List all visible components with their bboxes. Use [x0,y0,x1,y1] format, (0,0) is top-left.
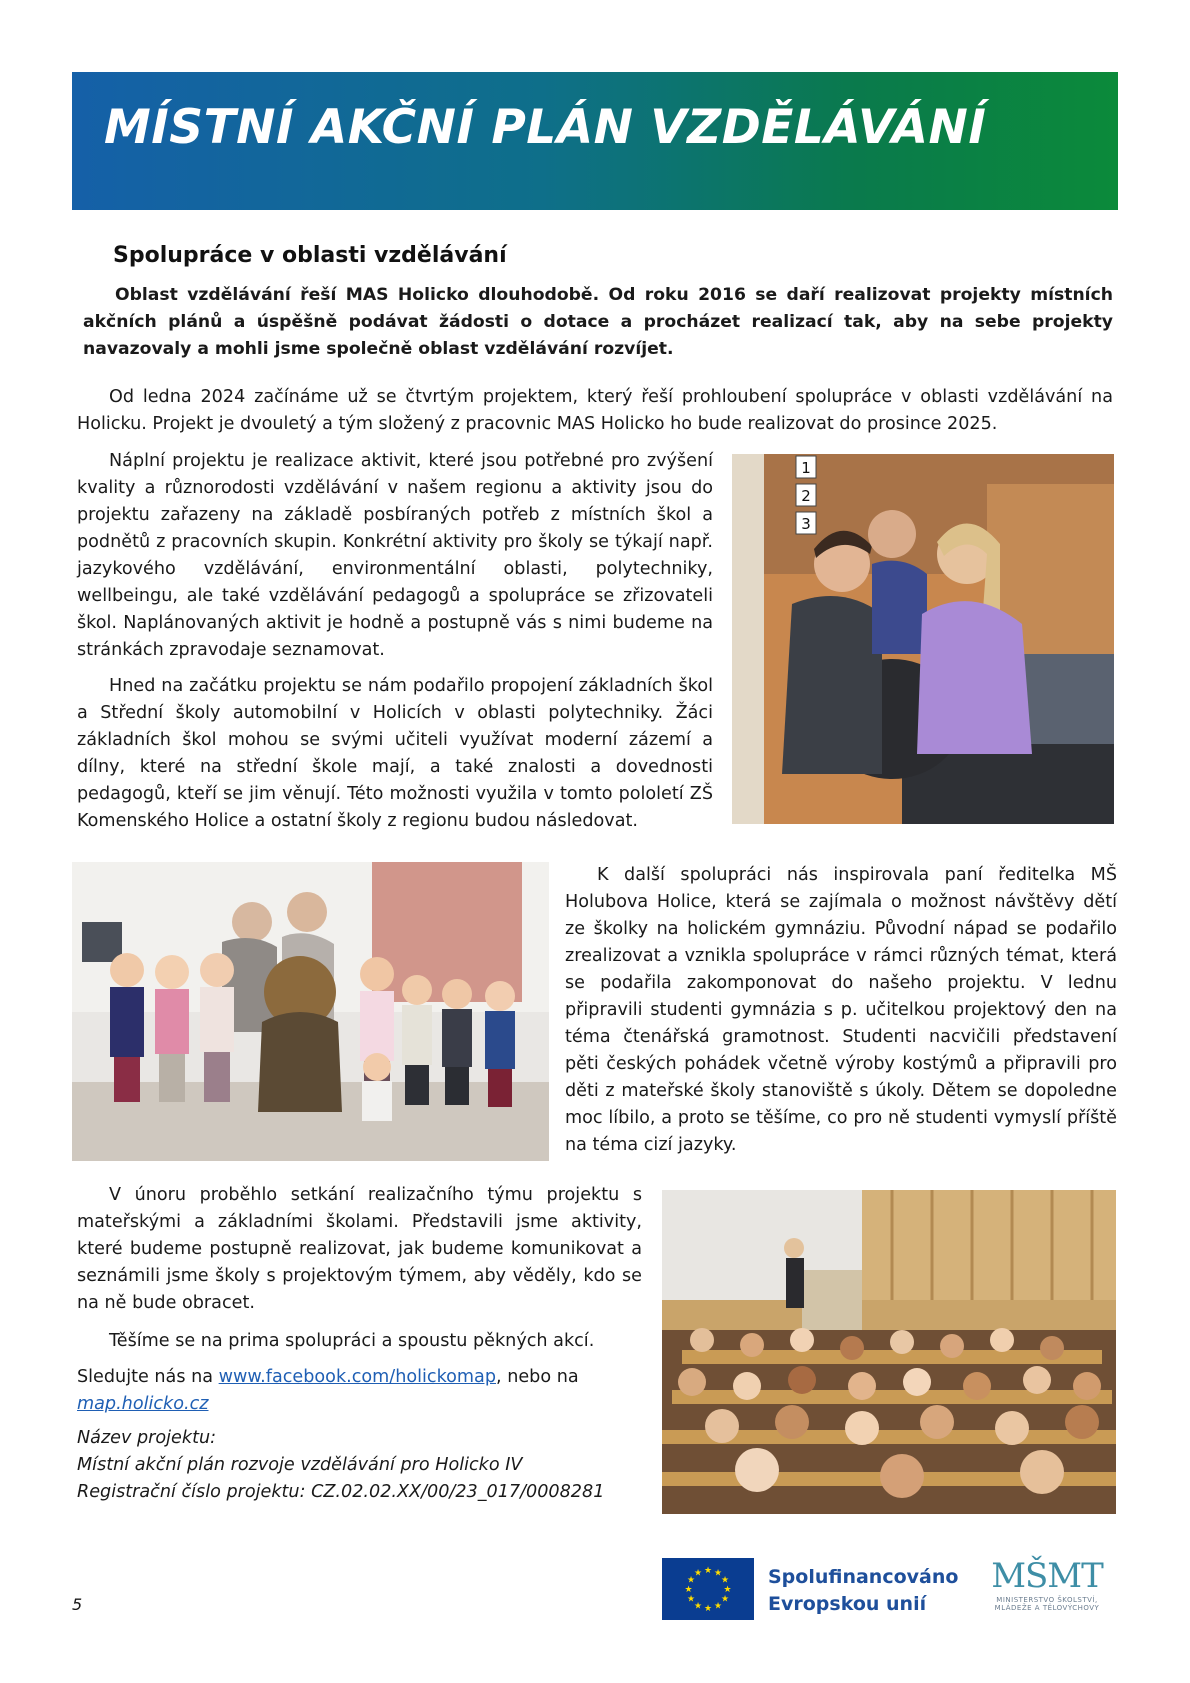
section-title: Spolupráce v oblasti vzdělávání [113,243,507,268]
paragraph-5: V únoru proběhlo setkání realizačního týmu projektu s mateřskými a základními školami. Představili jsme aktivity, které budeme postupně realizovat, jak budeme komunikovat a seznámili jsme školy s projektovým týmem, aby věděly, kdo se na ně bude obracet. [77,1185,642,1313]
follow-prefix: Sledujte nás na [77,1367,219,1387]
svg-text:★: ★ [713,1601,723,1612]
project-name: Místní akční plán rozvoje vzdělávání pro Holicko IV [77,1455,523,1475]
msmt-line-1: MINISTERSTVO ŠKOLSTVÍ, [996,1596,1098,1604]
paragraph-6: Těšíme se na prima spolupráci a spoustu pěkných akcí. [109,1331,595,1351]
eu-flag-icon [662,1558,754,1620]
children-photo [72,862,549,1161]
shelf-number-1: 1 [801,459,811,477]
svg-text:★: ★ [684,1585,693,1595]
map-holicko-link[interactable]: map.holicko.cz [77,1394,209,1414]
paragraph-2: Náplní projektu je realizace aktivit, které jsou potřebné pro zvýšení kvality a různorodosti vzdělávání v našem regionu a aktivity jsou do projektu zařazeny na základě posbíraných potřeb z místních škol a podnětů z pracovních skupin. Konkrétní aktivity pro školy se týkají např. jazykového vzdělávání, environmentální oblasti, polytechniky, wellbeingu, ale také vzdělávání pedagogů a spolupráce se zřizovateli škol. Naplánovaných aktivit je hodně a postupně vás s nimi budeme na stránkách zpravodaje seznamovat. [77,451,713,660]
header-banner [72,72,1118,210]
follow-us [77,1364,637,1418]
svg-text:★: ★ [723,1585,732,1595]
paragraph-4: K další spolupráci nás inspirovala paní ředitelka MŠ Holubova Holice, která se zajímala o možnost návštěvy dětí ze školky na holickém gymnáziu. Původní nápad se podařilo zrealizovat a vznikla spolupráce v rámci různých témat, která se podařila zakomponovat do našeho projektu. V lednu připravili studenti gymnázia s p. učitelkou projektový den na téma čtenářská gramotnost. Studenti nacvičili představení pěti českých pohádek včetně výroby kostýmů a připravili pro děti z mateřské školy stanoviště s úkoly. Dětem se dopoledne moc líbilo, a proto se těšíme, co pro ně studenti vymyslí příště na téma cizí jazyky. [565,865,1117,1155]
svg-text:★: ★ [693,1568,703,1579]
msmt-logo-mark: MŠMT [991,1556,1103,1596]
page-number: 5 [72,1595,83,1614]
project-info [77,1425,604,1506]
eu-cofinanced-text [768,1564,958,1618]
svg-text:★: ★ [686,1594,696,1605]
svg-text:★: ★ [703,1566,713,1576]
eu-line-1: Spolufinancováno [768,1566,959,1588]
svg-text:★: ★ [720,1594,730,1605]
svg-text:★: ★ [703,1604,713,1614]
follow-middle: , nebo na [496,1367,579,1387]
msmt-line-2: MLÁDEŽE A TĚLOVÝCHOVY [994,1604,1100,1612]
page-title: MÍSTNÍ AKČNÍ PLÁN VZDĚLÁVÁNÍ [104,100,987,155]
svg-text:★: ★ [713,1568,723,1579]
project-registration: Registrační číslo projektu: CZ.02.02.XX/00/23_017/0008281 [77,1482,605,1502]
eu-line-2: Evropskou unií [768,1593,927,1615]
svg-text:★: ★ [693,1601,703,1612]
lead-paragraph: Oblast vzdělávání řeší MAS Holicko dlouhodobě. Od roku 2016 se daří realizovat projekty místních akčních plánů a úspěšně podávat žádosti o dotace a procházet realizací tak, aby na sebe projekty navazovaly a mohli jsme společně oblast vzdělávání rozvíjet. [83,285,1113,359]
paragraph-1: Od ledna 2024 začínáme už se čtvrtým projektem, který řeší prohloubení spolupráce v oblasti vzdělávání na Holicku. Projekt je dvouletý a tým složený z pracovnic MAS Holicko ho bude realizovat do prosince 2025. [77,387,1113,434]
project-label: Název projektu: [77,1428,217,1448]
facebook-link[interactable]: www.facebook.com/holickomap [218,1367,497,1387]
paragraph-3: Hned na začátku projektu se nám podařilo propojení základních škol a Střední školy automobilní v Holicích v oblasti polytechniky. Žáci základních škol mohou se svými učiteli využívat moderní zázemí a dílny, které na střední škole mají, a také znalosti a dovednosti pedagogů, kteří se jim věnují. Této možnosti využila v tomto pololetí ZŠ Komenského Holice a ostatní školy z regionu budou následovat. [77,676,713,831]
workshop-photo [732,454,1114,824]
msmt-logo [977,1556,1117,1626]
svg-text:★: ★ [686,1575,696,1586]
svg-text:★: ★ [720,1575,730,1586]
shelf-number-2: 2 [801,487,811,505]
shelf-number-3: 3 [801,515,811,533]
auditorium-photo [662,1190,1116,1514]
